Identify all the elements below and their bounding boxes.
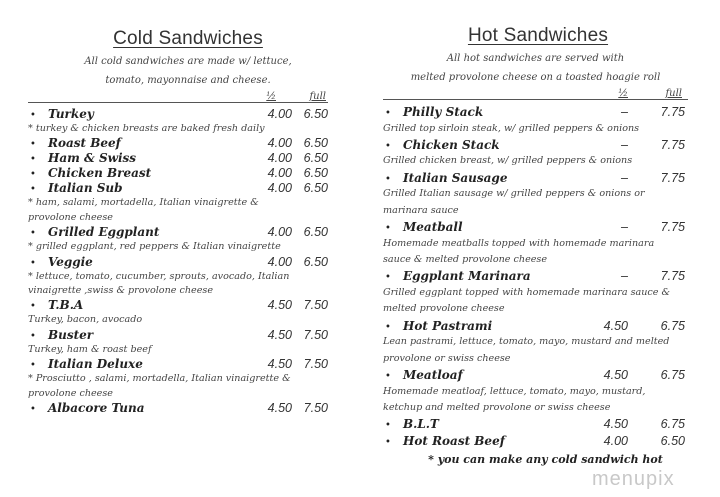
- half-price: 4.00: [267, 254, 292, 269]
- full-price: 6.50: [660, 433, 685, 448]
- full-price: 6.50: [303, 181, 328, 196]
- menu-item: [28, 357, 328, 372]
- half-price: –: [621, 105, 628, 119]
- item-description: vinaigrette ,swiss & provolone cheese: [28, 285, 213, 297]
- full-price: 7.50: [303, 327, 328, 342]
- item-description: * turkey & chicken breasts are baked fresh daily: [28, 123, 265, 134]
- item-description: sauce & melted provolone cheese: [383, 254, 548, 266]
- hot-sandwiches-section: [383, 0, 688, 467]
- half-price: 4.00: [267, 151, 292, 166]
- half-price: 4.00: [603, 433, 628, 448]
- item-name: • Buster: [28, 328, 93, 344]
- item-name: • Italian Sub: [28, 181, 123, 197]
- full-price: 6.75: [660, 417, 685, 432]
- item-name: • Chicken Breast: [28, 166, 151, 182]
- item-name: • Veggie: [28, 255, 93, 271]
- cold-item-list: [28, 107, 328, 416]
- full-price: 7.75: [660, 220, 685, 235]
- item-name: • Ham & Swiss: [28, 151, 136, 167]
- menu-item: [28, 107, 328, 122]
- hot-section-title: Hot Sandwiches: [467, 25, 609, 46]
- menu-item: [28, 166, 328, 181]
- menu-item: [383, 137, 688, 154]
- item-name: • B.L.T: [383, 416, 439, 435]
- half-column-label: ½: [618, 88, 628, 99]
- item-description: provolone or swiss cheese: [383, 352, 511, 364]
- cold-price-header: [28, 88, 328, 103]
- half-price: 4.50: [267, 327, 292, 342]
- cold-subtitle-line: tomato, mayonnaise and cheese.: [105, 75, 271, 86]
- full-price: 6.50: [303, 225, 328, 240]
- item-description: Turkey, bacon, avocado: [28, 314, 143, 326]
- item-name: • Philly Stack: [383, 104, 483, 123]
- menu-item: [383, 367, 688, 384]
- hot-price-header: [383, 85, 688, 100]
- item-name: • Hot Roast Beef: [383, 433, 505, 452]
- item-description: * Prosciutto , salami, mortadella, Italian vinaigrette &: [28, 373, 291, 385]
- full-price: 6.50: [303, 107, 328, 121]
- item-description: * ham, salami, mortadella, Italian vinaigrette &: [28, 197, 259, 209]
- menu-item: [28, 255, 328, 270]
- menu-item: [383, 433, 688, 450]
- full-price: 7.75: [660, 170, 685, 185]
- item-description: Homemade meatloaf, lettuce, tomato, mayo, mustard,: [383, 385, 646, 397]
- half-price: 4.00: [267, 166, 292, 181]
- menu-item: [383, 104, 688, 121]
- menu-item: [383, 170, 688, 187]
- watermark-logo: menupix: [592, 468, 675, 490]
- full-price: 6.50: [303, 166, 328, 181]
- item-description: Grilled chicken breast, w/ grilled peppers & onions: [383, 155, 633, 167]
- half-price: 4.50: [267, 298, 292, 313]
- half-price: 4.50: [267, 357, 292, 372]
- item-name: • Turkey: [28, 107, 94, 123]
- item-description: provolone cheese: [28, 387, 113, 399]
- hot-subtitle-line: melted provolone cheese on a toasted hoagie roll: [410, 72, 661, 83]
- item-description: Turkey, ham & roast beef: [28, 343, 152, 355]
- item-name: • T.B.A: [28, 298, 83, 314]
- full-column-label: full: [309, 91, 326, 102]
- item-description: marinara sauce: [383, 204, 459, 216]
- full-price: 6.75: [660, 368, 685, 383]
- half-price: –: [621, 269, 628, 284]
- half-price: 4.00: [267, 136, 292, 151]
- item-name: • Hot Pastrami: [383, 318, 492, 337]
- half-price: –: [621, 170, 628, 185]
- full-price: 6.50: [303, 254, 328, 269]
- item-description: Grilled Italian sausage w/ grilled peppers & onions or: [383, 188, 645, 200]
- half-price: 4.00: [267, 107, 292, 121]
- item-description: Grilled top sirloin steak, w/ grilled peppers & onions: [383, 122, 640, 134]
- item-name: • Eggplant Marinara: [383, 268, 531, 287]
- menu-item: [28, 136, 328, 151]
- item-name: • Roast Beef: [28, 136, 121, 152]
- full-price: 7.50: [303, 401, 328, 416]
- full-price: 7.75: [660, 105, 685, 119]
- half-price: 4.50: [267, 401, 292, 416]
- item-description: Grilled eggplant topped with homemade marinara sauce &: [383, 286, 671, 298]
- half-price: 4.50: [603, 368, 628, 383]
- menu-item: [383, 416, 688, 433]
- cold-subtitle-line: All cold sandwiches are made w/ lettuce,: [84, 56, 292, 67]
- hot-note: * you can make any cold sandwich hot: [428, 453, 663, 467]
- half-price: –: [621, 137, 628, 152]
- half-price: 4.50: [603, 318, 628, 333]
- cold-sandwiches-section: [28, 0, 328, 416]
- item-name: • Grilled Eggplant: [28, 225, 159, 241]
- item-description: melted provolone cheese: [383, 303, 505, 315]
- full-column-label: full: [665, 88, 682, 99]
- full-price: 7.75: [660, 137, 685, 152]
- menu-item: [383, 318, 688, 335]
- menu-item: [383, 268, 688, 285]
- half-price: 4.50: [603, 417, 628, 432]
- full-price: 7.50: [303, 298, 328, 313]
- item-name: • Italian Sausage: [383, 170, 507, 189]
- menu-item: [28, 225, 328, 240]
- cold-section-title: Cold Sandwiches: [113, 28, 263, 49]
- full-price: 7.50: [303, 357, 328, 372]
- full-price: 6.50: [303, 136, 328, 151]
- hot-item-list: [383, 104, 688, 449]
- half-column-label: ½: [266, 91, 276, 102]
- item-description: Lean pastrami, lettuce, tomato, mayo, mustard and melted: [383, 336, 670, 348]
- item-description: * lettuce, tomato, cucumber, sprouts, avocado, Italian: [28, 270, 290, 282]
- item-name: • Italian Deluxe: [28, 357, 143, 373]
- full-price: 6.75: [660, 318, 685, 333]
- menu-item: [28, 401, 328, 416]
- item-name: • Meatball: [383, 219, 463, 238]
- menu-item: [28, 151, 328, 166]
- half-price: –: [621, 220, 628, 235]
- hot-subtitle-line: All hot sandwiches are served with: [446, 53, 625, 64]
- full-price: 6.50: [303, 151, 328, 166]
- item-name: • Meatloaf: [383, 367, 463, 386]
- item-description: * grilled eggplant, red peppers & Italian vinaigrette: [28, 241, 281, 253]
- half-price: 4.00: [267, 181, 292, 196]
- menu-item: [28, 181, 328, 196]
- item-name: • Chicken Stack: [383, 137, 500, 156]
- menu-item: [28, 298, 328, 313]
- item-name: • Albacore Tuna: [28, 401, 145, 417]
- half-price: 4.00: [267, 225, 292, 240]
- item-description: provolone cheese: [28, 211, 113, 223]
- full-price: 7.75: [660, 269, 685, 284]
- item-description: ketchup and melted provolone or swiss cheese: [383, 401, 611, 413]
- item-description: Homemade meatballs topped with homemade marinara: [383, 237, 655, 249]
- menu-item: [28, 328, 328, 343]
- menu-item: [383, 219, 688, 236]
